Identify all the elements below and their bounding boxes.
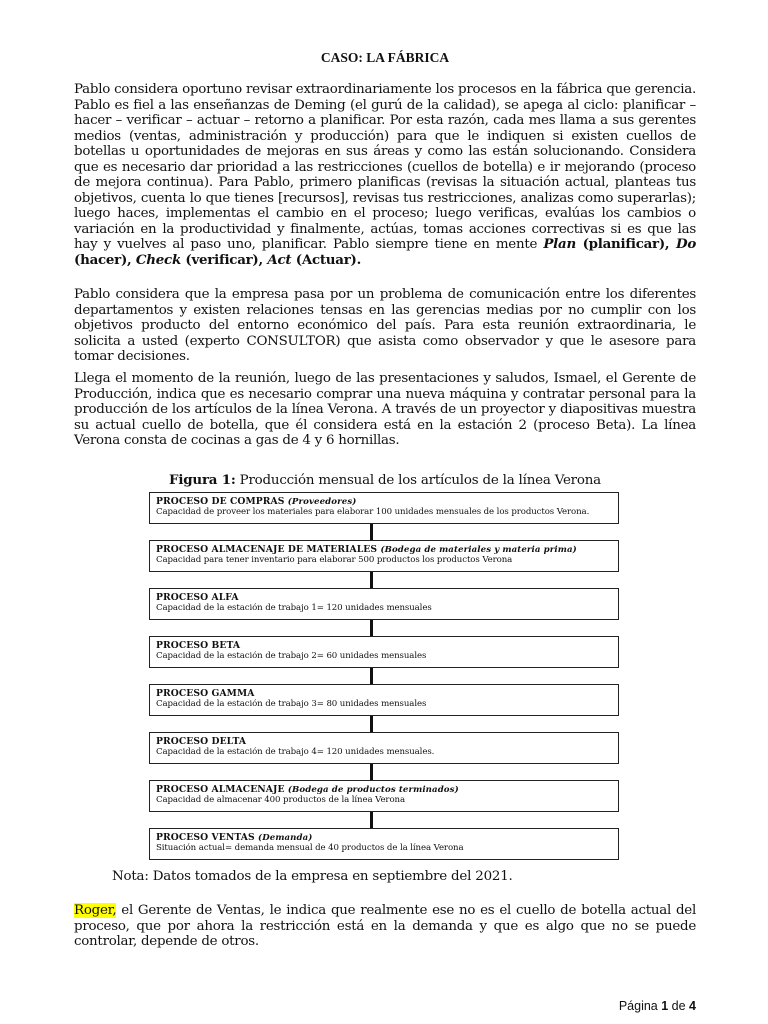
process-heading: PROCESO DELTA: [156, 736, 247, 747]
process-box-alfa: [149, 588, 619, 620]
footer-page-total: 4: [689, 999, 696, 1013]
do-term: Do: [675, 236, 697, 252]
footer-page-number: 1: [661, 999, 669, 1013]
paragraph-communication: Pablo considera que la empresa pasa por un problema de comunicación entre los diferentes departamentos y existen relaciones tensas en las gerencias medias por no cumplir con los objetivos producto del entorno económico del país. Para esta reunión extraordinaria, le solicita a usted (experto CONSULTOR) que asista como observador y que le asesore para tomar decisiones.: [74, 287, 696, 364]
process-heading: PROCESO BETA: [156, 640, 241, 651]
figure-caption-text: Producción mensual de los artículos de la línea Verona: [235, 473, 601, 488]
process-box-delta: [149, 732, 619, 764]
process-heading: PROCESO DE COMPRAS (Proveedores): [156, 496, 357, 507]
check-term: Check: [135, 251, 181, 268]
flow-connector: [370, 524, 373, 540]
process-heading: PROCESO GAMMA: [156, 688, 255, 699]
flow-connector: [370, 668, 373, 684]
footer-mid: de: [668, 999, 690, 1013]
process-detail: Situación actual= demanda mensual de 40 productos de la línea Verona: [156, 843, 464, 853]
plan-translation: (planificar),: [575, 236, 676, 252]
plan-term: Plan: [543, 236, 576, 252]
figure-caption: [74, 472, 696, 488]
act-translation: (Actuar).: [291, 251, 362, 268]
process-box-gamma: [149, 684, 619, 716]
process-detail: Capacidad de almacenar 400 productos de la línea Verona: [156, 795, 405, 805]
process-heading: PROCESO ALMACENAJE DE MATERIALES (Bodega de materiales y materia prima): [156, 544, 577, 555]
paragraph-roger: [74, 903, 696, 950]
process-heading: PROCESO ALMACENAJE (Bodega de productos terminados): [156, 784, 459, 795]
do-translation: (hacer),: [74, 251, 136, 268]
footer-prefix: Página: [618, 999, 662, 1013]
process-detail: Capacidad de proveer los materiales para elaborar 100 unidades mensuales de los productos Verona.: [156, 507, 590, 517]
flow-connector: [370, 716, 373, 732]
process-detail: Capacidad para tener inventario para elaborar 500 productos los productos Verona: [156, 555, 513, 565]
flow-connector: [370, 764, 373, 780]
process-detail: Capacidad de la estación de trabajo 2= 60 unidades mensuales: [156, 651, 427, 661]
process-detail: Capacidad de la estación de trabajo 1= 120 unidades mensuales: [156, 603, 432, 613]
process-heading: PROCESO VENTAS (Demanda): [156, 832, 313, 843]
document-title: CASO: LA FÁBRICA: [320, 50, 450, 65]
check-translation: (verificar),: [181, 251, 268, 268]
flow-connector: [370, 572, 373, 588]
process-box-ventas: [149, 828, 619, 860]
process-box-almacenaje-materiales: [149, 540, 619, 572]
paragraph-meeting: Llega el momento de la reunión, luego de las presentaciones y saludos, Ismael, el Gerente de Producción, indica que es necesario comprar una nueva máquina y contratar personal para la producción de los artículos de la línea Verona. A través de un proyector y diapositivas muestra su actual cuello de botella, que él considera está en la estación 2 (proceso Beta). La línea Verona consta de cocinas a gas de 4 y 6 hornillas.: [74, 371, 696, 448]
process-box-beta: [149, 636, 619, 668]
process-detail: Capacidad de la estación de trabajo 4= 120 unidades mensuales.: [156, 747, 435, 757]
highlighted-name: Roger,: [74, 903, 117, 918]
flow-connector: [370, 620, 373, 636]
figure-label: Figura 1:: [169, 472, 236, 488]
process-detail: Capacidad de la estación de trabajo 3= 80 unidades mensuales: [156, 699, 427, 709]
flow-connector: [370, 812, 373, 828]
page-footer: [619, 999, 696, 1013]
paragraph-intro: [74, 82, 696, 268]
paragraph-roger-text: el Gerente de Ventas, le indica que realmente ese no es el cuello de botella actual del proceso, que por ahora la restricción está en la demanda y que es algo que no se puede controlar, depende de otros.: [74, 903, 696, 949]
figure-note: Nota: Datos tomados de la empresa en septiembre del 2021.: [112, 869, 513, 884]
paragraph-intro-text: Pablo considera oportuno revisar extraordinariamente los procesos en la fábrica que gerencia. Pablo es fiel a las enseñanzas de Deming (el gurú de la calidad), se apega al ciclo: planificar – hacer – verificar – actuar – retorno a planificar. Por esta razón, cada mes llama a sus gerentes medios (ventas, administración y producción) para que le indiquen si existen cuellos de botellas u oportunidades de mejoras en sus áreas y como las están solucionando. Considera que es necesario dar prioridad a las restricciones (cuellos de botella) e ir mejorando (proceso de mejora continua). Para Pablo, primero planificas (revisas la situación actual, planteas tus objetivos, cuenta lo que tienes [recursos], revisas tus restricciones, analizas como superarlas); luego haces, implementas el cambio en el proceso; luego verificas, evalúas los cambios o variación en la productividad y finalmente, actúas, tomas acciones correctivas si es que las hay y vuelves al paso uno, planificar. Pablo siempre tiene en mente: [74, 82, 696, 252]
act-term: Act: [267, 251, 292, 268]
process-box-almacenaje-productos: [149, 780, 619, 812]
process-box-compras: [149, 492, 619, 524]
process-heading: PROCESO ALFA: [156, 592, 239, 603]
